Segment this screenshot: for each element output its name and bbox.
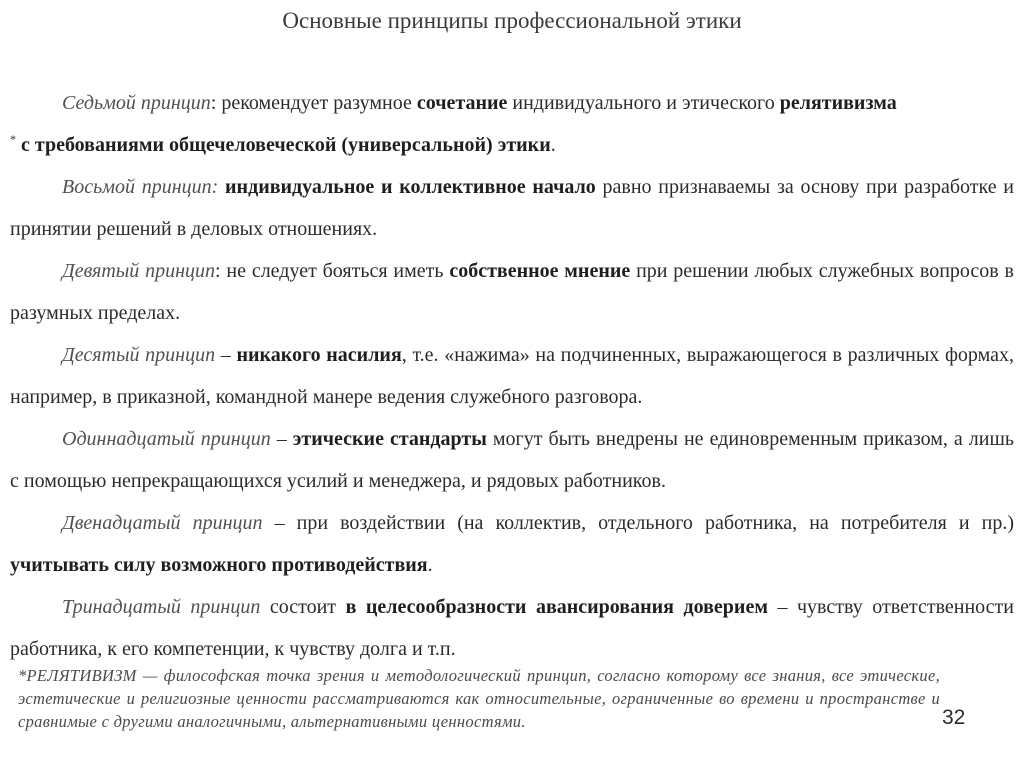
principle-8 [10,166,1014,250]
principle-11-text-2: могут быть внедрены не единовременным приказом, а лишь с помощью непрекращающихся усилий и менеджера, и рядовых работников. [10,428,1015,492]
principle-7-text-1: : рекомендует разумное [210,92,417,114]
principle-10 [10,334,1014,418]
principle-9-label: Девятый принцип [62,260,216,282]
principles-list [10,82,1014,670]
principle-7-text-2: индивидуального и этического [507,92,780,114]
principle-9 [10,250,1014,334]
principle-12-text-2: . [427,554,433,576]
principle-13 [10,586,1014,670]
principle-8-label: Восьмой принцип: [62,176,219,198]
principle-7 [10,82,1014,166]
principle-10-label: Десятый принцип [62,344,216,366]
principle-10-bold-1: никакого насилия [236,344,402,366]
principle-8-bold-1: индивидуальное и коллективное начало [225,176,596,198]
principle-11-label: Одиннадцатый принцип [62,428,271,450]
principle-13-label: Тринадцатый принцип [62,596,261,618]
principle-8-text-2: равно признаваемы за основу при разработке и принятии решений в деловых отношениях. [10,176,1015,240]
page-title: Основные принципы профессиональной этики [282,8,742,33]
principle-12 [10,502,1014,586]
principle-11-bold-1: этические стандарты [292,428,487,450]
principle-7-bold-2: релятивизма [779,92,897,114]
principle-9-text-1: : не следует бояться иметь [215,260,450,282]
principle-10-text-1: – [215,344,237,366]
principle-12-bold-1: учитывать силу возможного противодействия [10,554,428,576]
footnote-marker: * [10,132,16,146]
principle-13-bold-1: в целесообразности авансирования доверием [345,596,768,618]
principle-7-bold-3: с требованиями общечеловеческой (универсальной) этики [16,134,551,156]
principle-11-text-1: – [270,428,293,450]
principle-10-text-2: , т.е. «нажима» на подчиненных, выражающегося в различных формах, например, в приказной, командной манере ведения служебного разговора. [10,344,1015,408]
principle-9-text-2: при решении любых служебных вопросов в разумных пределах. [10,260,1014,324]
page-number: 32 [942,706,966,729]
footnote-relativism: *РЕЛЯТИВИЗМ — философская точка зрения и методологический принцип, согласно которому все знания, все этические, эстетические и религиозные ценности рассматриваются как относительные, ограниченные во времени и пространстве и сравнимые с другими аналогичными, альтернативными ценностями. [18,666,940,731]
principle-13-text-2: – чувству ответственности работника, к его компетенции, к чувству долга и т.п. [10,596,1014,660]
principle-7-label: Седьмой принцип [62,92,211,114]
principle-7-bold-1: сочетание [416,92,508,114]
principle-13-text-1: состоит [260,596,346,618]
principle-7-text-3: . [550,134,556,156]
principle-11 [10,418,1014,502]
principle-12-text-1: – при воздействии (на коллектив, отдельного работника, на потребителя и пр.) [262,512,1014,534]
principle-12-label: Двенадцатый принцип [62,512,263,534]
principle-9-bold-1: собственное мнение [449,260,631,282]
